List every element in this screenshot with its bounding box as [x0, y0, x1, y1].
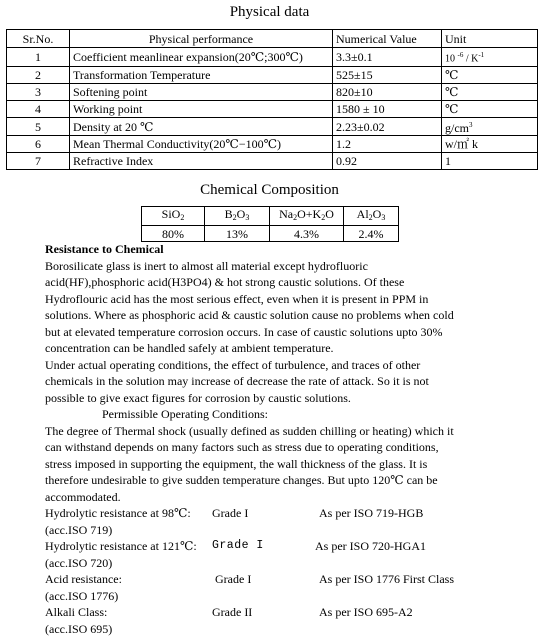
- rating-grade: Grade I: [215, 572, 252, 586]
- chem-header-b2o3: $B_2O_3$: [205, 207, 270, 226]
- table-row: [7, 84, 538, 101]
- rating-reference: (acc.ISO 719): [45, 522, 113, 537]
- chem-value-b2o3: 13%: [205, 226, 270, 242]
- chemical-composition-table: [141, 206, 399, 242]
- chem-value-sio2: 80%: [142, 226, 205, 242]
- resistance-line: concentration can be handled safely at ambient temperature.: [45, 341, 334, 355]
- header-numerical-value: Numerical Value: [333, 30, 442, 48]
- unit-cell: ℃: [442, 67, 538, 84]
- table-row: [7, 67, 538, 84]
- operating-line: can withstand depends on many factors such as stress due to operating conditions,: [45, 440, 439, 454]
- sr-cell: 4: [7, 101, 70, 118]
- operating-line: stress imposed in supporting the equipment, the wall thickness of the glass. It is: [45, 456, 428, 471]
- physical-data-title: Physical data: [229, 4, 310, 20]
- value-cell: 525±15: [333, 67, 442, 84]
- rating-row-acid: [45, 571, 495, 588]
- performance-cell: Refractive Index: [70, 153, 333, 170]
- unit-cell: 10 $^{-6} / K^{-1}$: [442, 48, 538, 67]
- table-row: [7, 101, 538, 118]
- rating-standard: As per ISO 719-HGB: [319, 506, 424, 520]
- rating-name: Hydrolytic resistance at 98℃:: [45, 506, 191, 520]
- performance-cell: Coefficient meanlinear expansion(20℃;300℃): [70, 48, 333, 67]
- rating-standard: As per ISO 720-HGA1: [315, 539, 426, 553]
- rating-standard: As per ISO 1776 First Class: [319, 572, 455, 586]
- performance-cell: Density at 20 ℃: [70, 118, 333, 136]
- resistance-line: possible to give exact figures for corrosion by caustic solutions.: [45, 390, 351, 405]
- unit-cell: ℃: [442, 101, 538, 118]
- rating-standard: As per ISO 695-A2: [319, 605, 413, 619]
- unit-cell: ℃: [442, 84, 538, 101]
- rating-row-alkali: [45, 604, 495, 621]
- resistance-line: Borosilicate glass is inert to almost all material except hydrofluoric: [45, 258, 368, 273]
- table-row: [7, 48, 538, 67]
- table-row: [7, 153, 538, 170]
- sr-cell: 6: [7, 136, 70, 153]
- operating-line: therefore undesirable to give sudden temperature changes. But upto 120℃ can be: [45, 473, 438, 487]
- value-cell: 1.2: [333, 136, 442, 153]
- rating-grade: Grade II: [212, 605, 253, 619]
- header-unit: Unit: [442, 30, 538, 48]
- rating-name: Hydrolytic resistance at 121℃:: [45, 539, 197, 553]
- table-row: [7, 136, 538, 153]
- sr-cell: 5: [7, 118, 70, 136]
- rating-reference: (acc.ISO 720): [45, 555, 113, 570]
- rating-row-hydrolytic-121: [45, 538, 495, 555]
- chem-header-al2o3: $Al_2O_3$: [344, 207, 399, 226]
- resistance-line: chemicals in the solution may increase of decrease the rate of attack. So it is not: [45, 374, 429, 388]
- value-cell: 3.3±0.1: [333, 48, 442, 67]
- operating-heading: Permissible Operating Conditions:: [102, 407, 268, 421]
- value-cell: 1580 ± 10: [333, 101, 442, 118]
- unit-cell: 1: [442, 153, 538, 170]
- chem-header-row: [142, 207, 399, 226]
- rating-reference: (acc.ISO 695): [45, 621, 113, 636]
- performance-cell: Transformation Temperature: [70, 67, 333, 84]
- rating-row-hydrolytic-98: [45, 505, 495, 522]
- physical-data-table: [6, 29, 538, 170]
- resistance-line: Under actual operating conditions, the effect of turbulence, and traces of other: [45, 357, 421, 372]
- resistance-line: acid(HF),phosphoric acid(H3PO4) & hot strong caustic solutions. Of these: [45, 275, 405, 289]
- operating-line: The degree of Thermal shock (usually defined as sudden chilling or heating) which it: [45, 423, 454, 438]
- rating-reference: (acc.ISO 1776): [45, 588, 119, 603]
- performance-cell: Mean Thermal Conductivity(20℃−100℃): [70, 136, 333, 153]
- chem-header-na2o-k2o: $Na_2O+K_2O$: [270, 207, 344, 226]
- unit-cell: w/㎡ k: [442, 136, 538, 153]
- sr-cell: 7: [7, 153, 70, 170]
- value-cell: 820±10: [333, 84, 442, 101]
- chemical-composition-title: Chemical Composition: [200, 182, 339, 198]
- resistance-line: but at elevated temperature corrosion occurs. In case of caustic solutions upto 30%: [45, 324, 443, 339]
- sr-cell: 1: [7, 48, 70, 67]
- chem-value-na2o-k2o: 4.3%: [270, 226, 344, 242]
- rating-grade: Grade I: [212, 539, 264, 552]
- rating-name: Alkali Class:: [45, 605, 108, 619]
- performance-cell: Working point: [70, 101, 333, 118]
- table-row: [7, 118, 538, 136]
- resistance-line: solutions. Where as phosphoric acid & caustic solution cause no problems when cold: [45, 308, 454, 322]
- header-sr-no: Sr.No.: [7, 30, 70, 48]
- sr-cell: 2: [7, 67, 70, 84]
- value-cell: 0.92: [333, 153, 442, 170]
- header-physical-performance: Physical performance: [70, 30, 333, 48]
- chem-value-al2o3: 2.4%: [344, 226, 399, 242]
- document-body: [45, 241, 495, 637]
- unit-cell: $g/cm^3$: [442, 118, 538, 136]
- performance-cell: Softening point: [70, 84, 333, 101]
- table-header-row: [7, 30, 538, 48]
- resistance-heading: Resistance to Chemical: [45, 242, 164, 256]
- rating-name: Acid resistance:: [45, 572, 122, 586]
- chem-values-row: [142, 226, 399, 242]
- resistance-line: Hydroflouric acid has the most serious effect, even when it is present in PPM in: [45, 291, 429, 306]
- sr-cell: 3: [7, 84, 70, 101]
- rating-grade: Grade I: [212, 506, 249, 520]
- chem-header-sio2: SiO$_2$: [142, 207, 205, 226]
- value-cell: 2.23±0.02: [333, 118, 442, 136]
- operating-line: accommodated.: [45, 489, 121, 504]
